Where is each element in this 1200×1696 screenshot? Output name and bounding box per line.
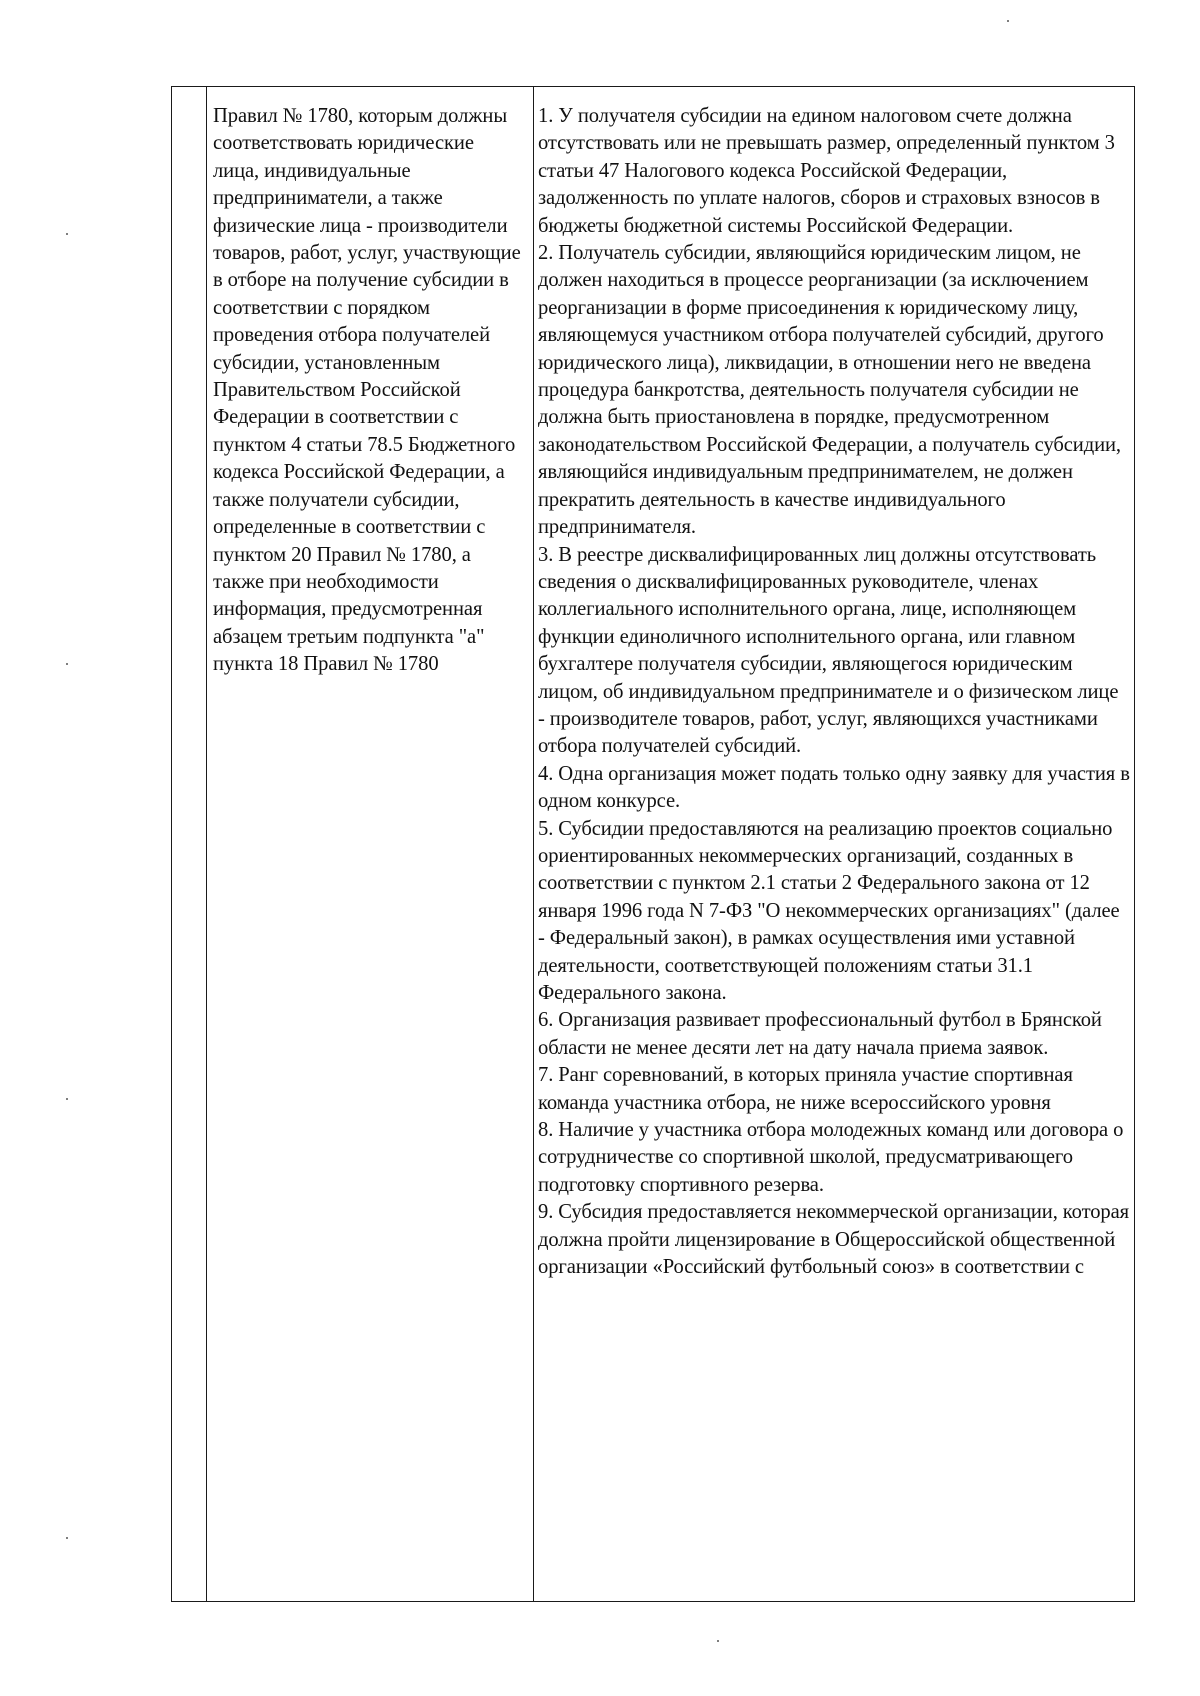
number-cell (172, 87, 207, 1602)
conditions-list (534, 87, 1134, 1281)
condition-item-2: 2. Получатель субсидии, являющийся юридическим лицом, не должен находиться в процессе реорганизации (за исключением реорганизации в форме присоединения к юридическому лицу, являющемуся участником отбора получателей субсидий, другого юридического лица), ликвидации, в отношении него не введена процедура банкротства, деятельность получателя субсидии не должна быть приостановлена в порядке, предусмотренном законодательством Российской Федерации, а получатель субсидии, являющийся индивидуальным предпринимателем, не должен прекратить деятельность в качестве индивидуального предпринимателя. (538, 242, 1121, 539)
condition-item-8: 8. Наличие у участника отбора молодежных команд или договора о сотрудничестве со спортивной школой, предусматривающего подготовку спортивного резерва. (538, 1119, 1124, 1196)
condition-item-5: 5. Субсидии предоставляются на реализацию проектов социально ориентированных некоммерческих организаций, созданных в соответствии с пунктом 2.1 статьи 2 Федерального закона от 12 января 1996 года N 7-ФЗ "О некоммерческих организациях" (далее - Федеральный закон), в рамках осуществления ими уставной деятельности, соответствующей положениям статьи 31.1 Федерального закона. (538, 817, 1120, 1004)
table-row (172, 87, 1135, 1602)
condition-item-7: 7. Ранг соревнований, в которых приняла участие спортивная команда участника отбора, не ниже всероссийского уровня (538, 1064, 1073, 1114)
scan-speck (66, 663, 68, 665)
requirement-cell (207, 87, 534, 1602)
condition-item-9: 9. Субсидия предоставляется некоммерческой организации, которая должна пройти лицензирование в Общероссийской общественной организации «Российский футбольный союз» в соответствии с (538, 1201, 1130, 1279)
requirement-text: Правил № 1780, которым должны соответствовать юридические лица, индивидуальные предприниматели, а также физические лица - производители товаров, работ, услуг, участвующие в отборе на получение субсидии в соответствии с порядком проведения отбора получателей субсидии, установленным Правительством Российской Федерации в соответствии с пунктом 4 статьи 78.5 Бюджетного кодекса Российской Федерации, а также получатели субсидии, определенные в соответствии с пунктом 20 Правил № 1780, а также при необходимости информация, предусмотренная абзацем третьим подпункта "а" пункта 18 Правил № 1780 (213, 105, 521, 676)
scan-speck (717, 1640, 719, 1642)
scan-speck (66, 1537, 68, 1539)
condition-item-6: 6. Организация развивает профессиональный футбол в Брянской области не менее десяти лет на дату начала приема заявок. (538, 1009, 1102, 1059)
condition-item-4: 4. Одна организация может подать только одну заявку для участия в одном конкурсе. (538, 762, 1130, 813)
condition-item-1: 1. У получателя субсидии на едином налоговом счете должна отсутствовать или не превышать размер, определенный пунктом 3 статьи 47 Налогового кодекса Российской Федерации, задолженность по уплате налогов, сборов и страховых взносов в бюджеты бюджетной системы Российской Федерации. (538, 105, 1115, 237)
scan-speck (66, 1098, 68, 1100)
scan-speck (1007, 20, 1009, 22)
requirements-table (171, 86, 1135, 1602)
conditions-cell (534, 87, 1135, 1602)
scan-speck (66, 233, 68, 235)
condition-item-3: 3. В реестре дисквалифицированных лиц должны отсутствовать сведения о дисквалифицированных руководителе, членах коллегиального исполнительного органа, лице, исполняющем функции единоличного исполнительного органа, или главном бухгалтере получателя субсидии, являющегося юридическим лицом, об индивидуальном предпринимателе и о физическом лице - производителе товаров, работ, услуг, являющихся участниками отбора получателей субсидий. (538, 543, 1119, 758)
